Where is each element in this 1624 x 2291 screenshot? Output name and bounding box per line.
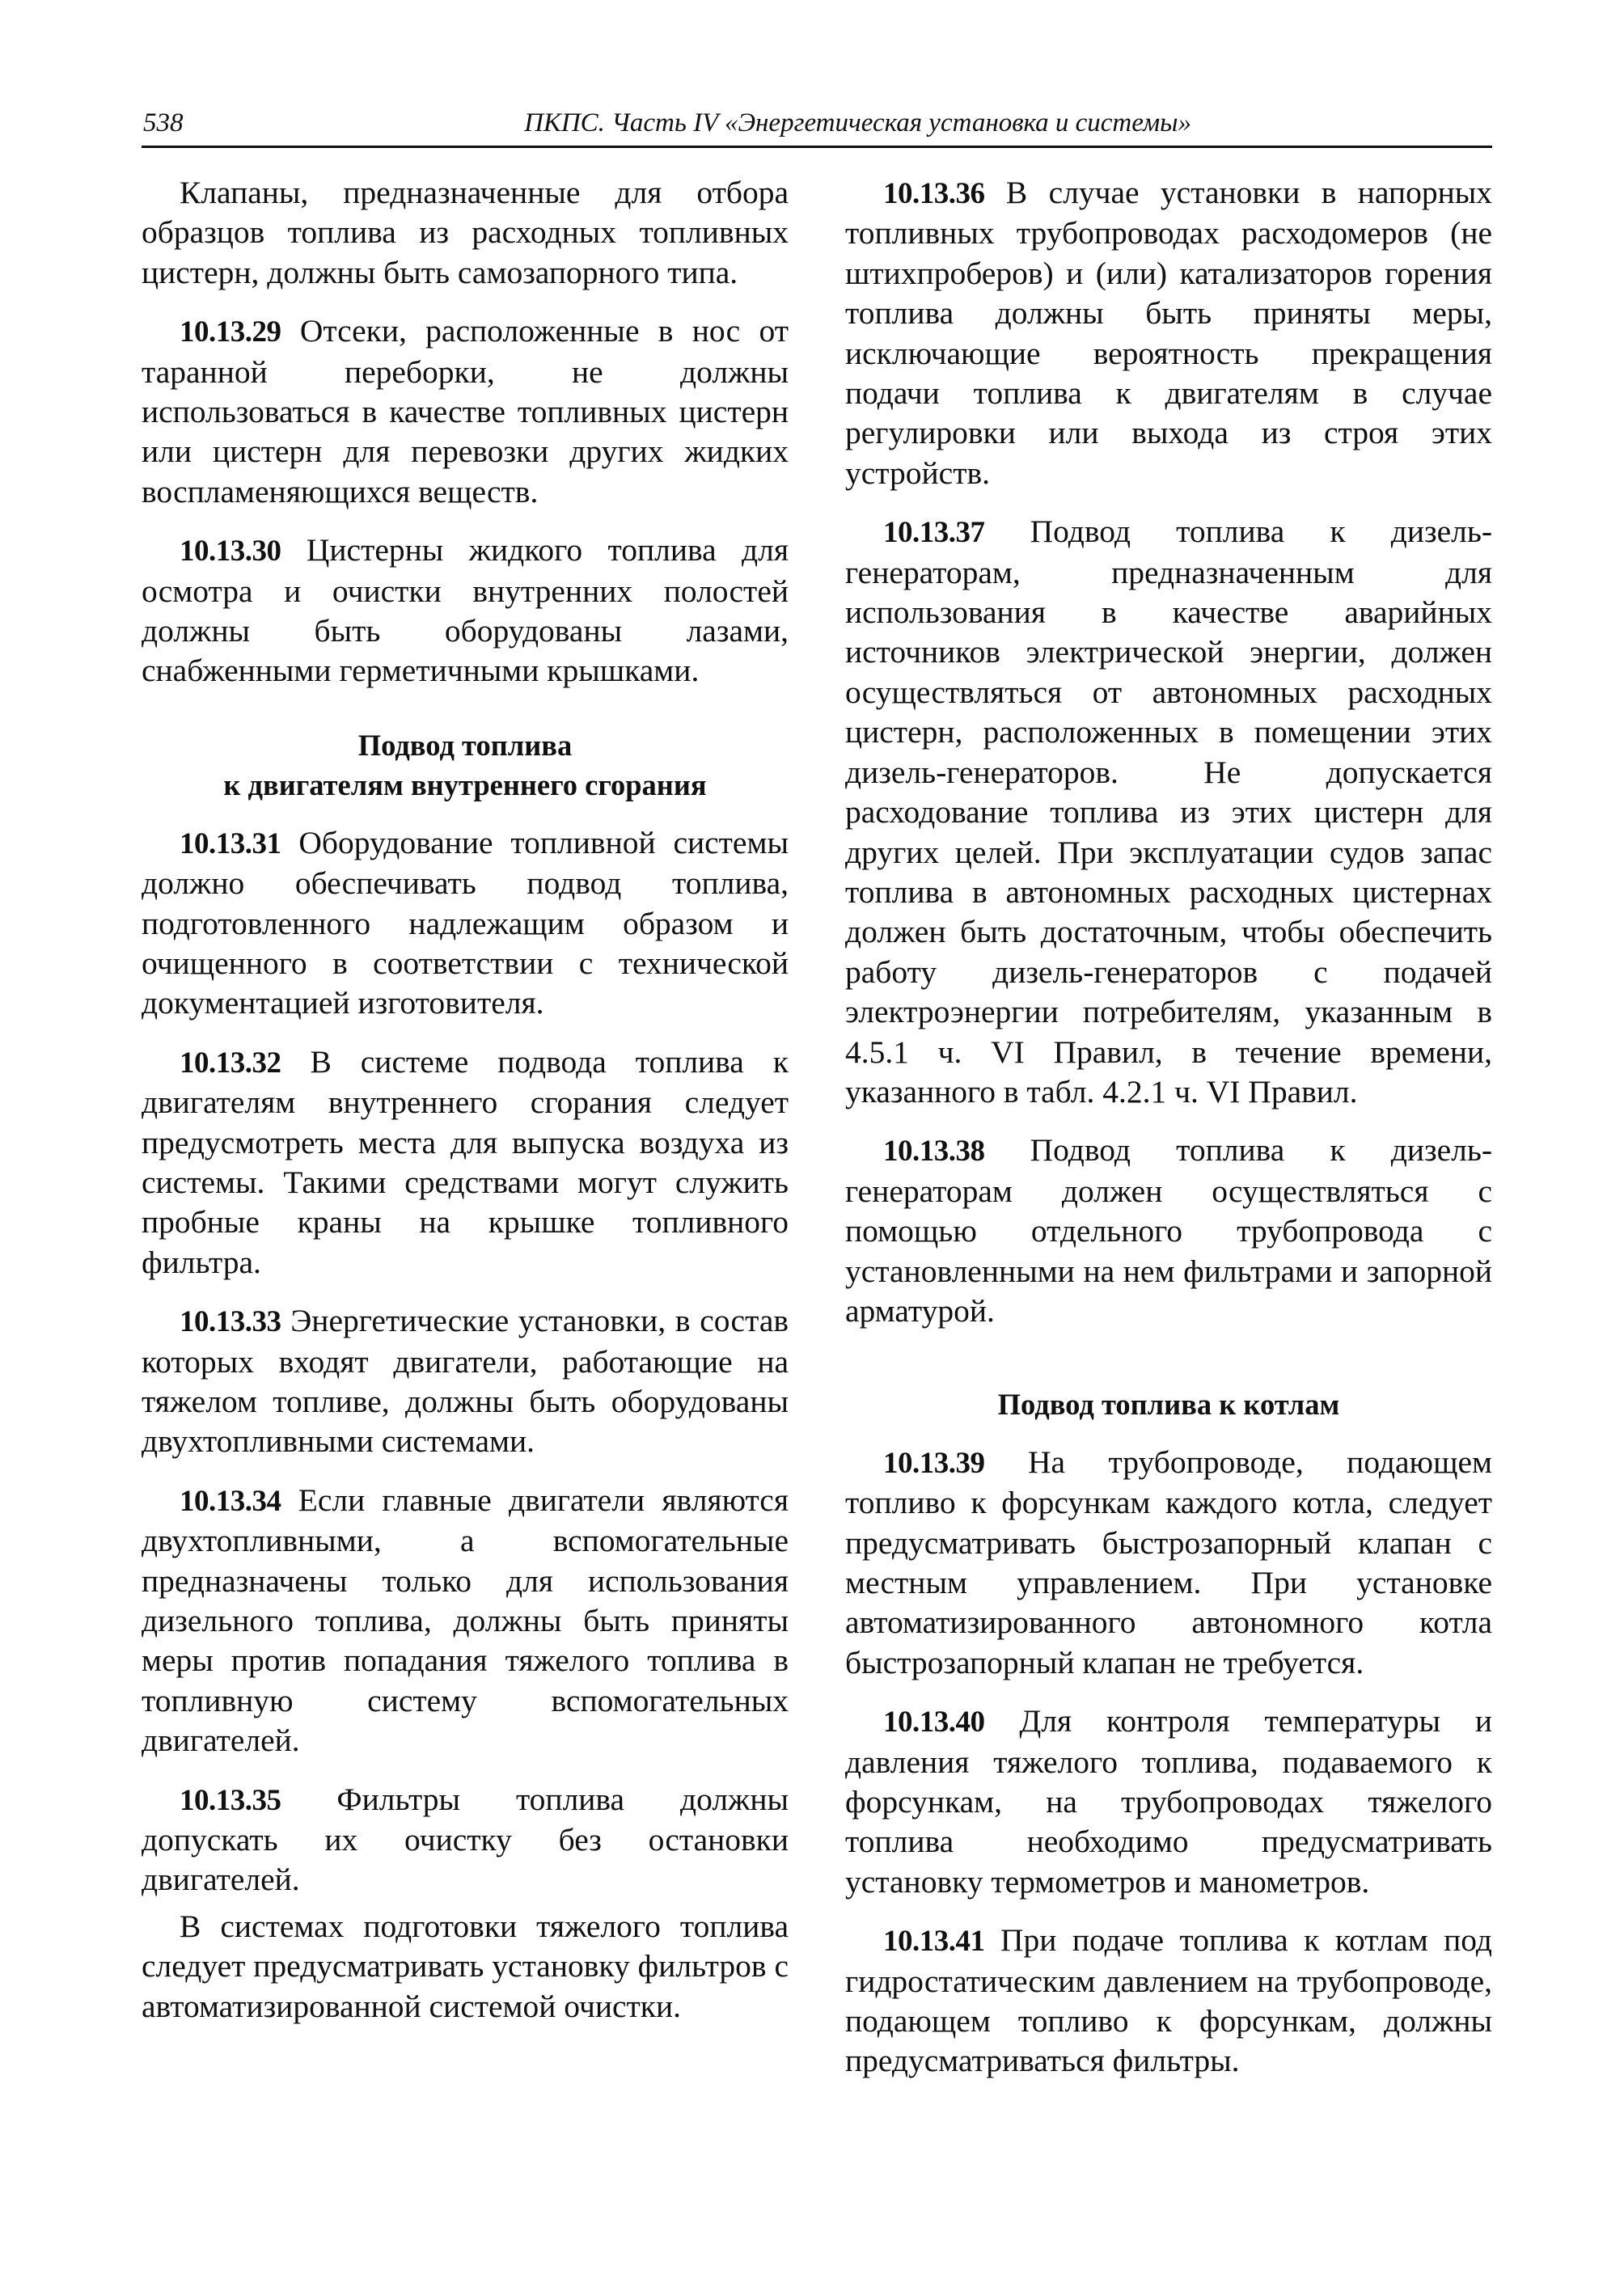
clause-text: Оборудование топливной системы должно обеспечивать подвод топлива, подготовленного надлежащим образом и очищенного в соответствии с технической документацией изготовителя. (142, 824, 789, 1021)
running-title: ПКПС. Часть IV «Энергетическая установка и системы» (524, 108, 1191, 137)
clause-number: 10.13.30 (180, 535, 281, 569)
clause-number: 10.13.36 (883, 177, 985, 210)
clause-number: 10.13.37 (883, 516, 985, 550)
clause-text: На трубопроводе, подающем топливо к форсункам каждого котла, следует предусматривать быстрозапорный клапан с местным управлением. При установке автоматизированного автономного котла быстрозапорный клапан не требуется. (845, 1443, 1493, 1680)
paragraph-10-13-38 (845, 1131, 1492, 1331)
clause-text: Фильтры топлива должны допускать их очистку без остановки двигателей. (142, 1781, 789, 1898)
clause-text: В случае установки в напорных топливных трубопроводах расходомеров (не штихпроберов) и (или) катализаторов горения топлива должны быть приняты меры, исключающие вероятность прекращения подачи топлива к двигателям в случае регулировки или выхода из строя этих устройств. (845, 175, 1492, 491)
paragraph-intro: Клапаны, предназначенные для отбора образцов топлива из расходных топливных цистерн, должны быть самозапорного типа. (142, 175, 789, 290)
heading-line: Подвод топлива (357, 728, 573, 762)
clause-text: Цистерны жидкого топлива для осмотра и очистки внутренних полостей должны быть оборудованы лазами, снабженными герметичными крышками. (142, 532, 789, 689)
clause-number: 10.13.32 (180, 1046, 281, 1080)
section-heading-boilers (845, 1384, 1492, 1424)
clause-number: 10.13.34 (180, 1484, 281, 1518)
section-heading-engines (142, 725, 789, 805)
page-header (142, 105, 1492, 148)
clause-number: 10.13.29 (180, 315, 281, 349)
heading-line: Подвод топлива к котлам (997, 1388, 1340, 1422)
heading-line: к двигателям внутреннего сгорания (223, 768, 707, 802)
clause-number: 10.13.31 (180, 826, 281, 860)
paragraph-10-13-34 (142, 1481, 789, 1761)
paragraph-10-13-35-continued: В системах подготовки тяжелого топлива следует предусматривать установку фильтров с автоматизированной системой очистки. (142, 1908, 789, 2024)
paragraph-10-13-36 (845, 173, 1492, 493)
paragraph-10-13-35 (142, 1780, 789, 1900)
clause-number: 10.13.39 (883, 1446, 985, 1480)
clause-number: 10.13.33 (180, 1305, 281, 1339)
paragraph-10-13-40 (845, 1701, 1492, 1902)
clause-text: Подвод топлива к дизель-генераторам должен осуществляться с помощью отдельного трубопровода с установленными на нем фильтрами и запорной арматурой. (845, 1132, 1492, 1329)
left-column (142, 173, 789, 2045)
paragraph-10-13-29 (142, 311, 789, 512)
page-number: 538 (143, 108, 184, 137)
clause-text: Подвод топлива к дизель-генераторам, предназначенным для использования в качестве аварийных источников электрической энергии, должен осуществляться от автономных расходных цистерн, расположенных в помещении этих дизель-генераторов. Не допускается расходование топлива из этих цистерн для других целей. При эксплуатации судов запас топлива в автономных расходных цистернах должен быть достаточным, чтобы обеспечить работу дизель-генераторов с подачей электроэнергии потребителям, указанным в 4.5.1 ч. VI Правил, в течение времени, указанного в табл. 4.2.1 ч. VI Правил. (845, 514, 1492, 1110)
right-column (845, 173, 1492, 2100)
paragraph-10-13-30 (142, 530, 789, 691)
clause-text: Энергетические установки, в состав которых входят двигатели, работающие на тяжелом топливе, должны быть оборудованы двухтопливными системами. (142, 1303, 789, 1460)
clause-text: Для контроля температуры и давления тяжелого топлива, подаваемого к форсункам, на трубопроводах тяжелого топлива необходимо предусматривать установку термометров и манометров. (845, 1703, 1493, 1900)
clause-number: 10.13.35 (180, 1783, 281, 1817)
clause-text: Отсеки, расположенные в нос от таранной переборки, не должны использоваться в качестве топливных цистерн или цистерн для перевозки других жидких воспламеняющихся веществ. (142, 313, 789, 509)
clause-number: 10.13.41 (883, 1925, 985, 1959)
paragraph-10-13-33 (142, 1301, 789, 1462)
clause-text: При подаче топлива к котлам под гидростатическим давлением на трубопроводе, подающем топливо к форсункам, должны предусматриваться фильтры. (845, 1922, 1492, 2079)
clause-number: 10.13.38 (883, 1135, 985, 1169)
clause-text: В системе подвода топлива к двигателям внутреннего сгорания следует предусмотреть места для выпуска воздуха из системы. Такими средствами могут служить пробные краны на крышке топливного фильтра. (142, 1043, 789, 1280)
paragraph-10-13-39 (845, 1443, 1492, 1683)
clause-number: 10.13.40 (883, 1706, 985, 1739)
paragraph-10-13-37 (845, 512, 1492, 1112)
paragraph-10-13-41 (845, 1921, 1492, 2082)
paragraph-10-13-31 (142, 823, 789, 1024)
paragraph-10-13-32 (142, 1042, 789, 1283)
clause-text: Если главные двигатели являются двухтопливными, а вспомогательные предназначены только для использования дизельного топлива, должны быть приняты меры против попадания тяжелого топлива в топливную систему вспомогательных двигателей. (142, 1482, 789, 1759)
